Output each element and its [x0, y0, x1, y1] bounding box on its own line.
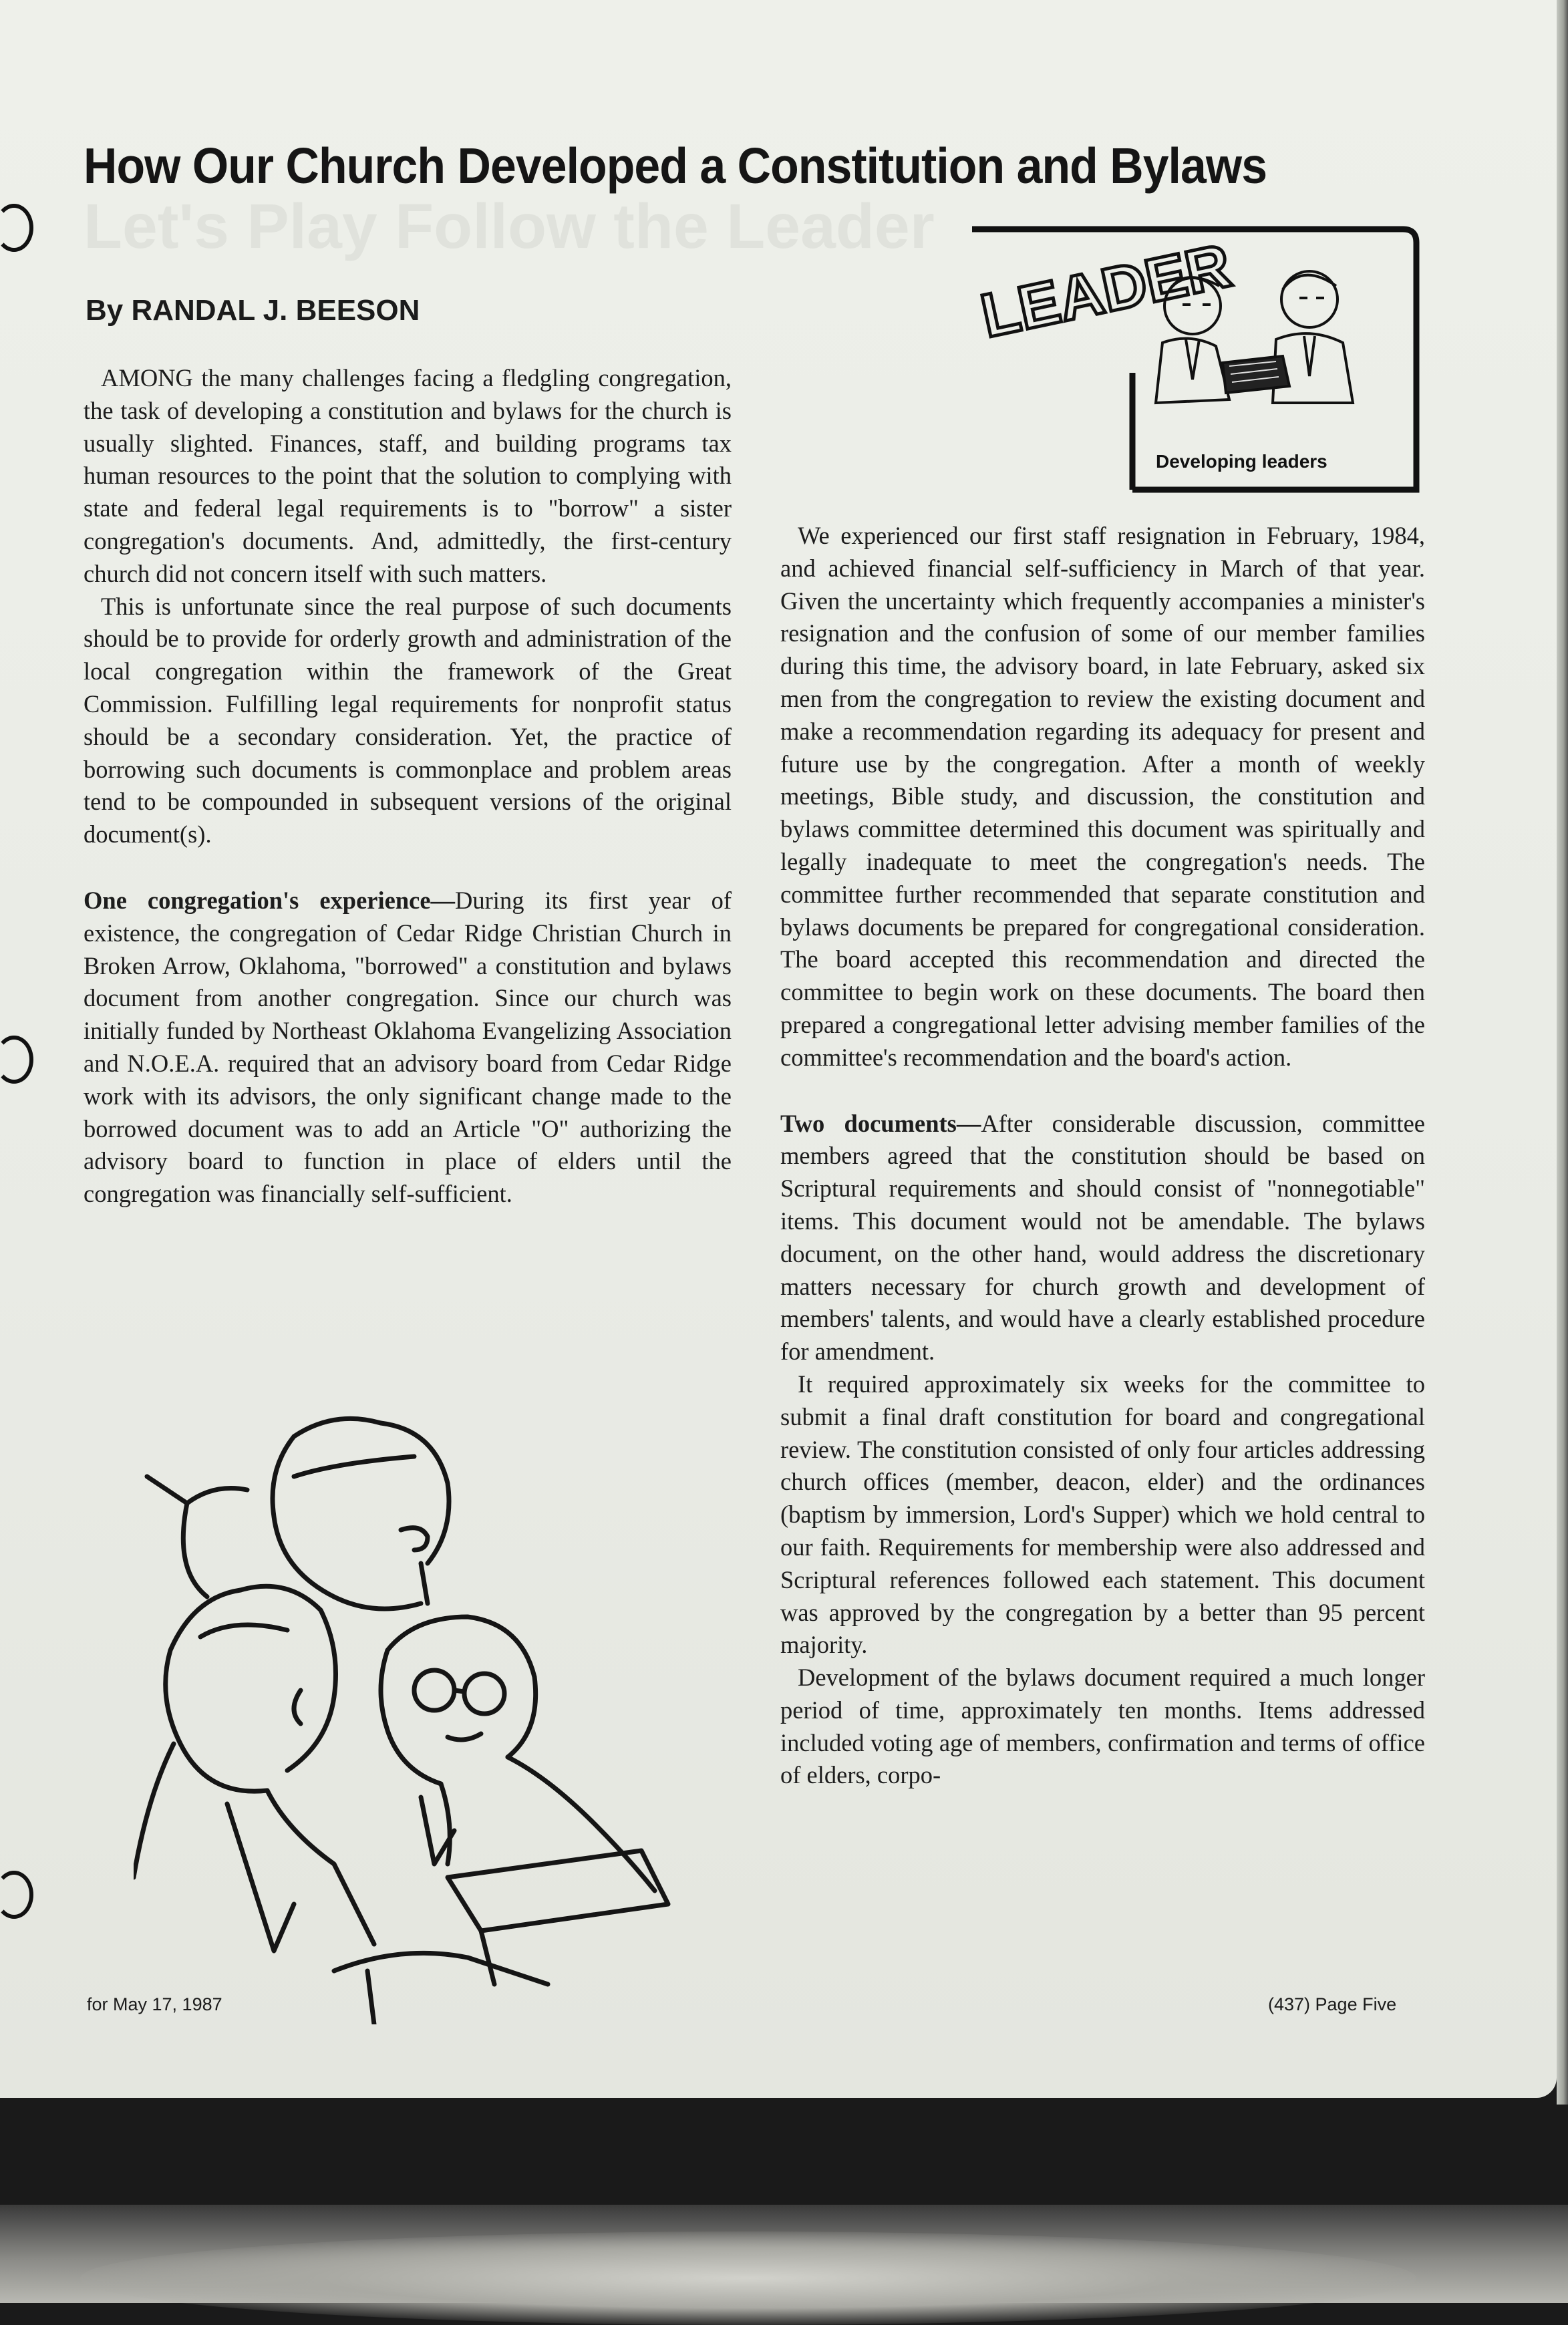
leader-caption: Developing leaders	[1156, 451, 1327, 472]
article-title: How Our Church Developed a Constitution and Bylaws	[84, 138, 1267, 194]
article-byline: By RANDAL J. BEESON	[86, 294, 420, 327]
paragraph	[780, 1368, 1425, 1662]
footer-page-number: (437) Page Five	[1268, 1994, 1397, 2014]
section-heading: Two documents—	[780, 1109, 981, 1137]
paragraph	[84, 885, 732, 1211]
right-text-column	[780, 520, 1425, 1792]
paragraph-text: This is unfortunate since the real purpose of such documents should be to provide for orderly growth and administration of the local congregation within the framework of the Great Commission. Fulfilling legal requirements for nonprofit status should be a secondary consideration. Yet, the practice of borrowing such documents is commonplace and problem areas tend to be compounded in subsequent versions of the original document(s).	[84, 592, 732, 848]
paragraph	[780, 1662, 1425, 1792]
paragraph	[84, 362, 732, 591]
man-left	[134, 1586, 374, 1951]
paragraph-text: Development of the bylaws document required a much longer period of time, approximately ten months. Items addressed included voting age of members, confirmation and terms of office of elders, corpo-	[780, 1664, 1425, 1789]
section-heading: One congregation's experience—	[84, 886, 456, 914]
leader-graphic	[962, 226, 1423, 500]
paragraph	[780, 520, 1425, 1074]
paragraph-text: AMONG the many challenges facing a fledgling congregation, the task of developing a constitution and bylaws for the church is usually slighted. Finances, staff, and building programs tax human resources to the point that the solution to complying with state and federal legal requirements is to "borrow" a sister congregation's documents. And, admittedly, the first-century church did not concern itself with such matters.	[84, 364, 732, 587]
man-top	[147, 1418, 449, 1609]
paragraph	[84, 591, 732, 851]
paragraph	[780, 1108, 1425, 1368]
paragraph-text: We experienced our first staff resignation in February, 1984, and achieved financial self-sufficiency in March of that year. Given the uncertainty which frequently accompanies a minister's resignation and the confusion of some of our member families during this time, the advisory board, in late February, asked six men from the congregation to review the existing document and make a recommendation regarding its adequacy for present and future use by the congregation. After a month of weekly meetings, Bible study, and discussion, the constitution and bylaws committee determined this document was spiritually and legally inadequate to meet the congregation's needs. The committee further recommended that separate constitution and bylaws documents be prepared for congregational consideration. The board accepted this recommendation and directed the committee to begin work on these documents. The board then prepared a congregational letter advising member families of the committee's recommendation and the board's action.	[780, 522, 1425, 1071]
left-text-column	[84, 362, 732, 1211]
footer-date: for May 17, 1987	[87, 1994, 222, 2014]
svg-text:LEADER: LEADER	[975, 231, 1237, 351]
man-right-with-glasses	[381, 1617, 655, 1891]
fabric-surface	[80, 2231, 1416, 2325]
paragraph-text: After considerable discussion, committee members agreed that the constitution should be based on Scriptural requirements and should consist of "nonnegotiable" items. This document would not be amendable. The bylaws document, on the other hand, would address the discretionary matters necessary for church growth and development of members' talents, and would have a clearly established procedure for amendment.	[780, 1109, 1426, 1366]
desk-and-papers	[334, 1851, 668, 2024]
page-edge	[1557, 0, 1568, 2105]
paragraph-text: It required approximately six weeks for the committee to submit a final draft constitution for board and congregational review. The constitution consisted of only four articles addressing church offices (member, deacon, elder) and the ordinances (baptism by immersion, Lord's Supper) which we hold central to our faith. Requirements for membership were also addressed and Scriptural references followed each statement. This document was approved by the congregation by a better than 95 percent majority.	[780, 1370, 1425, 1659]
paragraph-text: During its first year of existence, the congregation of Cedar Ridge Christian Church in Broken Arrow, Oklahoma, "borrowed" a constitution and bylaws document from another congregation. Since our church was initially funded by Northeast Oklahoma Evangelizing Association and N.O.E.A. required that an advisory board from Cedar Ridge work with its advisors, the only significant change made to the borrowed document was to add an Article "O" authorizing the advisory board to function in place of elders until the congregation was financially self-sufficient.	[84, 886, 732, 1208]
men-reading-illustration	[134, 1396, 728, 2024]
bleed-through-title: Let's Play Follow the Leader	[84, 191, 935, 262]
